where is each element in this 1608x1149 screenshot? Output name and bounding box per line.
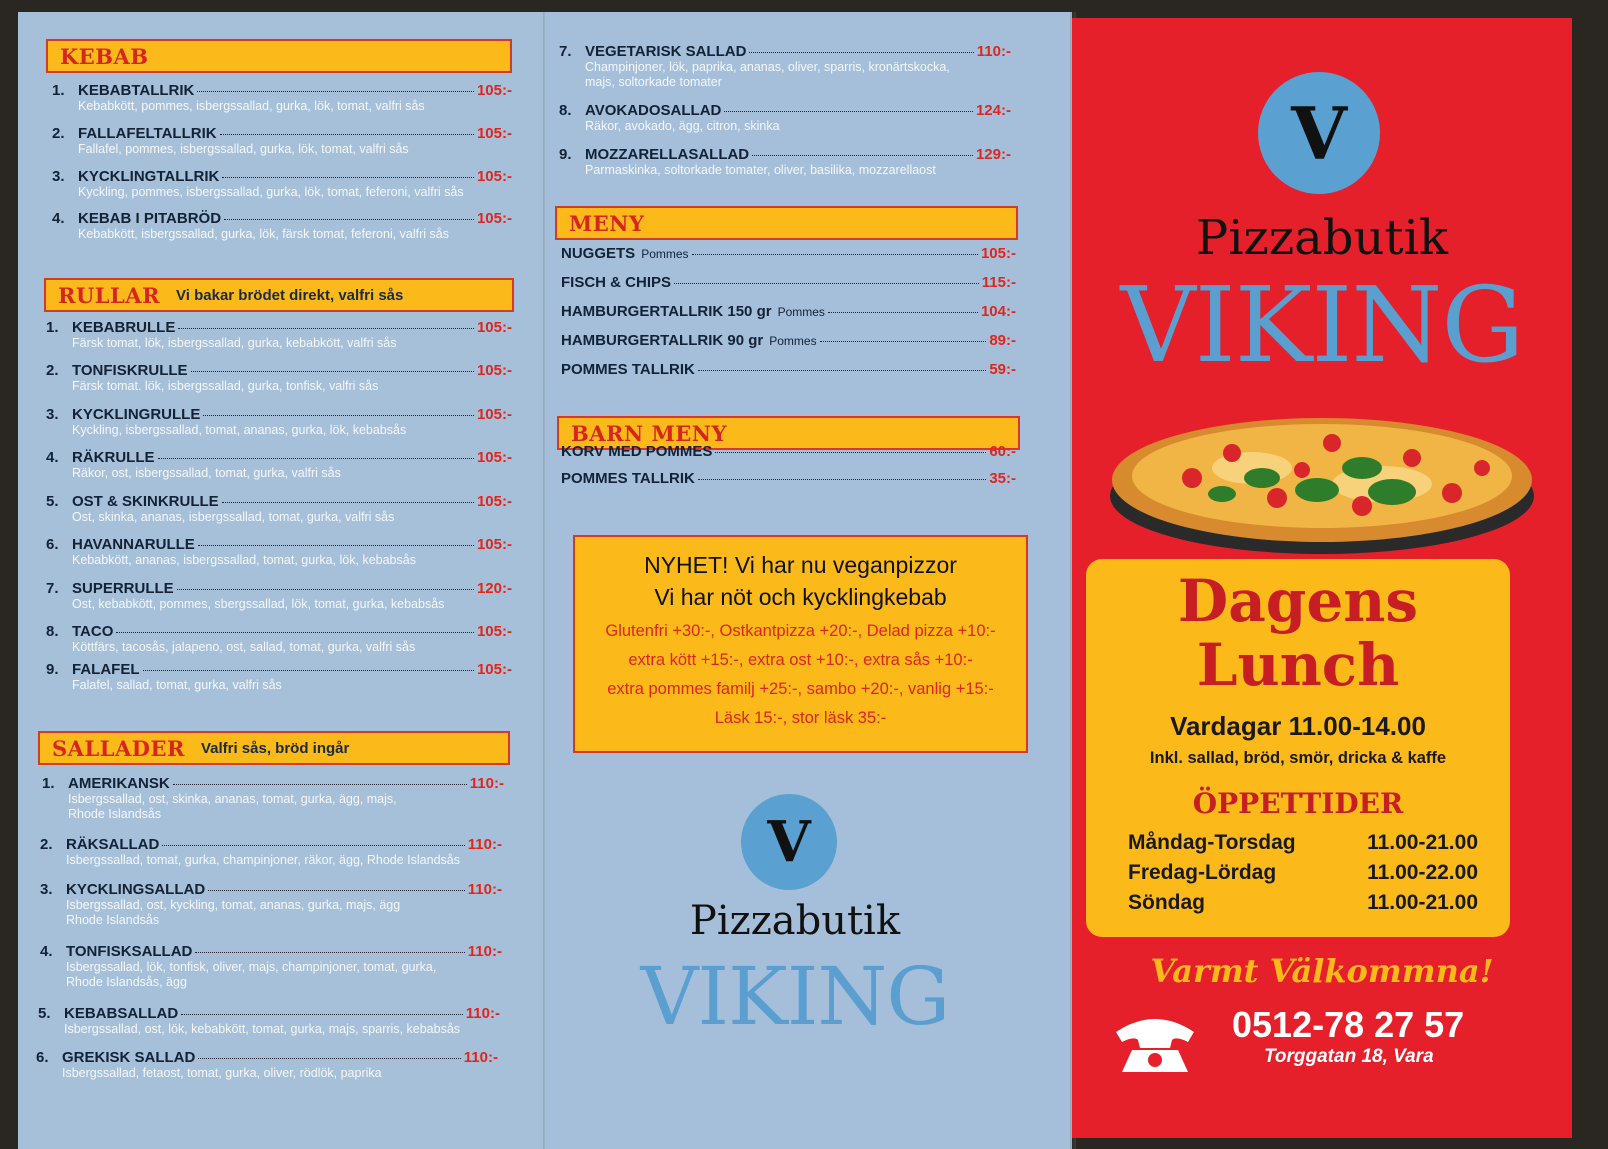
dot-leader [222,502,474,503]
dot-leader [698,370,986,371]
item-description-2: Rhode Islandsås [68,807,162,821]
dot-leader [173,784,467,785]
item-number: 8. [46,623,59,640]
logo-letter: V [767,809,811,875]
hours-day: Söndag [1128,891,1205,914]
meny-item [561,361,1016,378]
item-description-2: Rhode Islandsås, ägg [66,975,187,989]
item-number: 2. [52,125,65,142]
item-description: Köttfärs, tacosås, jalapeno, ost, sallad, tomat, gurka, valfri sås [72,640,416,654]
item-description: Kyckling, isbergssallad, tomat, ananas, gurka, lök, kebabsås [72,423,407,437]
meny-item [561,303,1016,320]
item-side: Pommes [641,247,689,261]
dot-leader [820,341,987,342]
item-name: MOZZARELLASALLAD [585,146,750,163]
item-description: Ost, skinka, ananas, isbergssallad, tomat, gurka, valfri sås [72,510,395,524]
logo-viking: VIKING [640,950,950,1043]
item-price: 105:- [476,536,512,553]
menu-item [559,102,1011,144]
lunch-title-2: Lunch [1196,631,1400,699]
news-line-1: NYHET! Vi har nu veganpizzor [644,552,957,578]
item-price: 105:- [476,82,512,99]
menu-item [46,623,512,665]
item-number: 2. [40,836,53,853]
menu-item [46,536,512,578]
phone-number: 0512-78 27 57 [1232,1004,1465,1045]
menu-item [559,146,1011,188]
kebab-banner [46,39,512,73]
menu-item [52,168,512,210]
cover-logo-pizzabutik: Pizzabutik [1195,210,1449,266]
item-name: HAVANNARULLE [72,536,195,553]
item-price: 105:- [476,449,512,466]
item-number: 7. [559,43,572,60]
menu-item [52,82,512,124]
item-number: 5. [38,1005,51,1022]
item-price: 105:- [476,493,512,510]
news-extras [575,617,1026,733]
item-number: 6. [36,1049,49,1066]
dot-leader [162,845,464,846]
hours-title: ÖPPETTIDER [1192,787,1404,820]
dot-leader [698,479,986,480]
rullar-banner [44,278,514,312]
item-number: 9. [46,661,59,678]
item-description-2: Rhode Islandsås [66,913,160,927]
item-side: Pommes [769,334,817,348]
dot-leader [715,452,986,453]
item-number: 3. [46,406,59,423]
dot-leader [177,589,474,590]
dot-leader [692,254,978,255]
barnmeny-item [561,470,1016,487]
item-name: OST & SKINKRULLE [72,493,219,510]
sallader-subtitle: Valfri sås, bröd ingår [200,739,350,757]
item-price: 110:- [467,836,502,853]
item-number: 4. [46,449,59,466]
item-name: HAMBURGERTALLRIK 150 gr [561,303,772,320]
item-name: RÄKRULLE [72,449,155,466]
item-name: KEBAB I PITABRÖD [78,210,222,227]
meny-item [561,274,1016,291]
item-price: 124:- [975,102,1011,119]
cover-logo-letter: V [1291,90,1347,176]
item-description: Räkor, ost, isbergssallad, tomat, gurka, valfri sås [72,466,341,480]
rullar-subtitle: Vi bakar brödet direkt, valfri sås [176,286,404,304]
pizza-image [1102,398,1542,558]
item-description: Isbergssallad, ost, lök, kebabkött, tomat, gurka, majs, sparris, kebabsås [64,1022,461,1036]
item-name: TONFISKRULLE [72,362,188,379]
hours-day: Måndag-Torsdag [1128,831,1296,854]
hours-time: 11.00-21.00 [1367,891,1478,914]
item-price: 110:- [463,1049,498,1066]
news-box [573,535,1028,753]
item-side: Pommes [777,305,825,319]
dot-leader [198,545,474,546]
item-price: 105:- [476,406,512,423]
lunch-title-1: Dagens [1177,567,1419,635]
item-name: TACO [72,623,114,640]
dot-leader [828,312,978,313]
item-description: Isbergssallad, fetaost, tomat, gurka, oliver, rödlök, paprika [62,1066,382,1080]
menu-item [46,661,512,703]
item-name: KYCKLINGTALLRIK [78,168,220,185]
item-price: 105:- [476,168,512,185]
item-number: 9. [559,146,572,163]
item-name: RÄKSALLAD [66,836,160,853]
item-price: 89:- [989,332,1016,349]
item-price: 120:- [476,580,512,597]
lunch-box [1086,559,1510,937]
lunch-includes: Inkl. sallad, bröd, smör, dricka & kaffe [1149,749,1447,767]
dot-leader [220,134,474,135]
meny-title: MENY [569,210,645,236]
menu-item [559,43,1011,89]
dot-leader [749,52,973,53]
item-number: 2. [46,362,59,379]
item-description: Isbergssallad, ost, skinka, ananas, tomat, gurka, ägg, majs, [68,792,397,806]
menu-panel-left [18,12,545,1149]
item-name: FISCH & CHIPS [561,274,672,291]
item-name: AMERIKANSK [68,775,170,792]
item-price: 59:- [989,361,1016,378]
item-name: KEBABTALLRIK [78,82,195,99]
item-name: KORV MED POMMES [561,443,713,460]
menu-item [46,580,512,622]
hours-row [1128,891,1478,915]
dot-leader [197,91,474,92]
barnmeny-item [561,443,1016,460]
menu-item [46,493,512,535]
item-name: KEBABRULLE [72,319,176,336]
dot-leader [191,371,474,372]
item-price: 60:- [989,443,1016,460]
item-description: Isbergssallad, ost, kyckling, tomat, ananas, gurka, majs, ägg [66,898,401,912]
menu-item [38,1005,500,1047]
item-price: 105:- [476,623,512,640]
menu-item [40,881,502,927]
barnmeny-title: BARN MENY [571,420,727,446]
sallader-title: SALLADER [52,735,185,761]
cover-logo-viking: VIKING [1120,264,1524,386]
item-name: HAMBURGERTALLRIK 90 gr [561,332,764,349]
address: Torggatan 18, Vara [1264,1046,1434,1067]
item-number: 6. [46,536,59,553]
item-price: 110:- [465,1005,500,1022]
menu-item [36,1049,498,1091]
item-number: 4. [52,210,65,227]
item-description: Färsk tomat. lök, isbergssallad, gurka, tonfisk, valfri sås [72,379,379,393]
menu-item [46,406,512,448]
logo-pizzabutik: Pizzabutik [689,898,901,944]
dot-leader [158,458,474,459]
item-name: AVOKADOSALLAD [585,102,722,119]
menu-item [46,319,512,361]
item-number: 1. [52,82,65,99]
item-price: 129:- [975,146,1011,163]
item-description: Parmaskinka, soltorkade tomater, oliver, basilika, mozzarellaost [585,163,936,177]
hours-time: 11.00-22.00 [1367,861,1478,884]
item-price: 110:- [976,43,1011,60]
item-name: NUGGETS [561,245,636,262]
item-name: KYCKLINGRULLE [72,406,201,423]
menu-item [40,943,502,989]
meny-item [561,332,1016,349]
hours-day: Fredag-Lördag [1128,861,1277,884]
item-price: 104:- [980,303,1016,320]
item-price: 105:- [980,245,1016,262]
item-price: 105:- [476,125,512,142]
cover-logo-circle [1258,72,1380,194]
item-name: FALAFEL [72,661,140,678]
item-price: 115:- [981,274,1016,291]
item-description: Kebabkött, isbergssallad, gurka, lök, färsk tomat, feferoni, valfri sås [78,227,450,241]
dot-leader [224,219,474,220]
item-description: Falafel, sallad, tomat, gurka, valfri sås [72,678,282,692]
cover-panel [1072,18,1572,1138]
meny-item [561,245,1016,262]
dot-leader [181,1014,463,1015]
item-number: 3. [40,881,53,898]
item-description: Kebabkött, ananas, isbergssallad, tomat, gurka, lök, kebabsås [72,553,416,567]
phone-icon [1110,1010,1200,1076]
dot-leader [752,155,973,156]
item-price: 35:- [989,470,1016,487]
menu-item [42,775,504,821]
welcome-text: Varmt Välkommna! [1150,952,1494,990]
item-number: 1. [42,775,55,792]
dot-leader [208,890,465,891]
dot-leader [178,328,474,329]
dot-leader [222,177,474,178]
item-name: SUPERRULLE [72,580,174,597]
news-extra-line: Glutenfri +30:-, Ostkantpizza +20:-, Delad pizza +10:- [605,622,996,640]
item-description-2: majs, soltorkade tomater [585,75,722,89]
item-description: Ost, kebabkött, pommes, sbergssallad, lök, tomat, gurka, kebabsås [72,597,445,611]
news-extra-line: Läsk 15:-, stor läsk 35:- [714,709,887,727]
item-name: POMMES TALLRIK [561,361,695,378]
item-number: 5. [46,493,59,510]
item-description: Isbergssallad, lök, tonfisk, oliver, majs, champinjoner, tomat, gurka, [66,960,437,974]
item-description: Champinjoner, lök, paprika, ananas, oliver, sparris, kronärtskocka, [585,60,950,74]
menu-item [40,836,502,878]
item-price: 110:- [469,775,504,792]
item-number: 3. [52,168,65,185]
dot-leader [674,283,979,284]
item-number: 7. [46,580,59,597]
item-price: 105:- [476,319,512,336]
item-name: POMMES TALLRIK [561,470,695,487]
news-extra-line: extra pommes familj +25:-, sambo +20:-, vanlig +15:- [607,680,994,698]
item-number: 4. [40,943,53,960]
menu-item [46,362,512,404]
item-number: 1. [46,319,59,336]
item-price: 105:- [476,210,512,227]
dot-leader [203,415,474,416]
menu-item [46,449,512,491]
item-name: VEGETARISK SALLAD [585,43,747,60]
news-line-2: Vi har nöt och kycklingkebab [654,584,947,610]
item-name: KEBABSALLAD [64,1005,179,1022]
item-description: Fallafel, pommes, isbergssallad, gurka, lök, tomat, valfri sås [78,142,409,156]
item-description: Kebabkött, pommes, isbergssallad, gurka, lök, tomat, valfri sås [78,99,425,113]
lunch-weekdays: Vardagar 11.00-14.00 [1170,711,1426,741]
dot-leader [724,111,973,112]
dot-leader [198,1058,460,1059]
item-name: FALLAFELTALLRIK [78,125,217,142]
menu-item [52,125,512,167]
item-description: Färsk tomat, lök, isbergssallad, gurka, kebabkött, valfri sås [72,336,397,350]
item-description: Räkor, avokado, ägg, citron, skinka [585,119,780,133]
item-description: Isbergssallad, tomat, gurka, champinjoner, räkor, ägg, Rhode Islandsås [66,853,460,867]
dot-leader [116,632,474,633]
dot-leader [195,952,464,953]
kebab-title: KEBAB [60,43,149,69]
item-price: 110:- [467,943,502,960]
sallader-banner [38,731,510,765]
meny-banner [555,206,1018,240]
menu-item [52,210,512,252]
dot-leader [143,670,474,671]
item-description: Kyckling, pommes, isbergssallad, gurka, lök, tomat, feferoni, valfri sås [78,185,464,199]
item-price: 105:- [476,362,512,379]
logo-circle [741,794,837,890]
item-name: GREKISK SALLAD [62,1049,196,1066]
hours-row [1128,831,1478,855]
rullar-title: RULLAR [58,282,161,308]
item-price: 105:- [476,661,512,678]
menu-panel-middle [545,12,1072,1149]
item-name: TONFISKSALLAD [66,943,193,960]
news-extra-line: extra kött +15:-, extra ost +10:-, extra sås +10:- [628,651,973,669]
item-number: 8. [559,102,572,119]
item-price: 110:- [467,881,502,898]
hours-time: 11.00-21.00 [1367,831,1478,854]
item-name: KYCKLINGSALLAD [66,881,206,898]
hours-row [1128,861,1478,885]
